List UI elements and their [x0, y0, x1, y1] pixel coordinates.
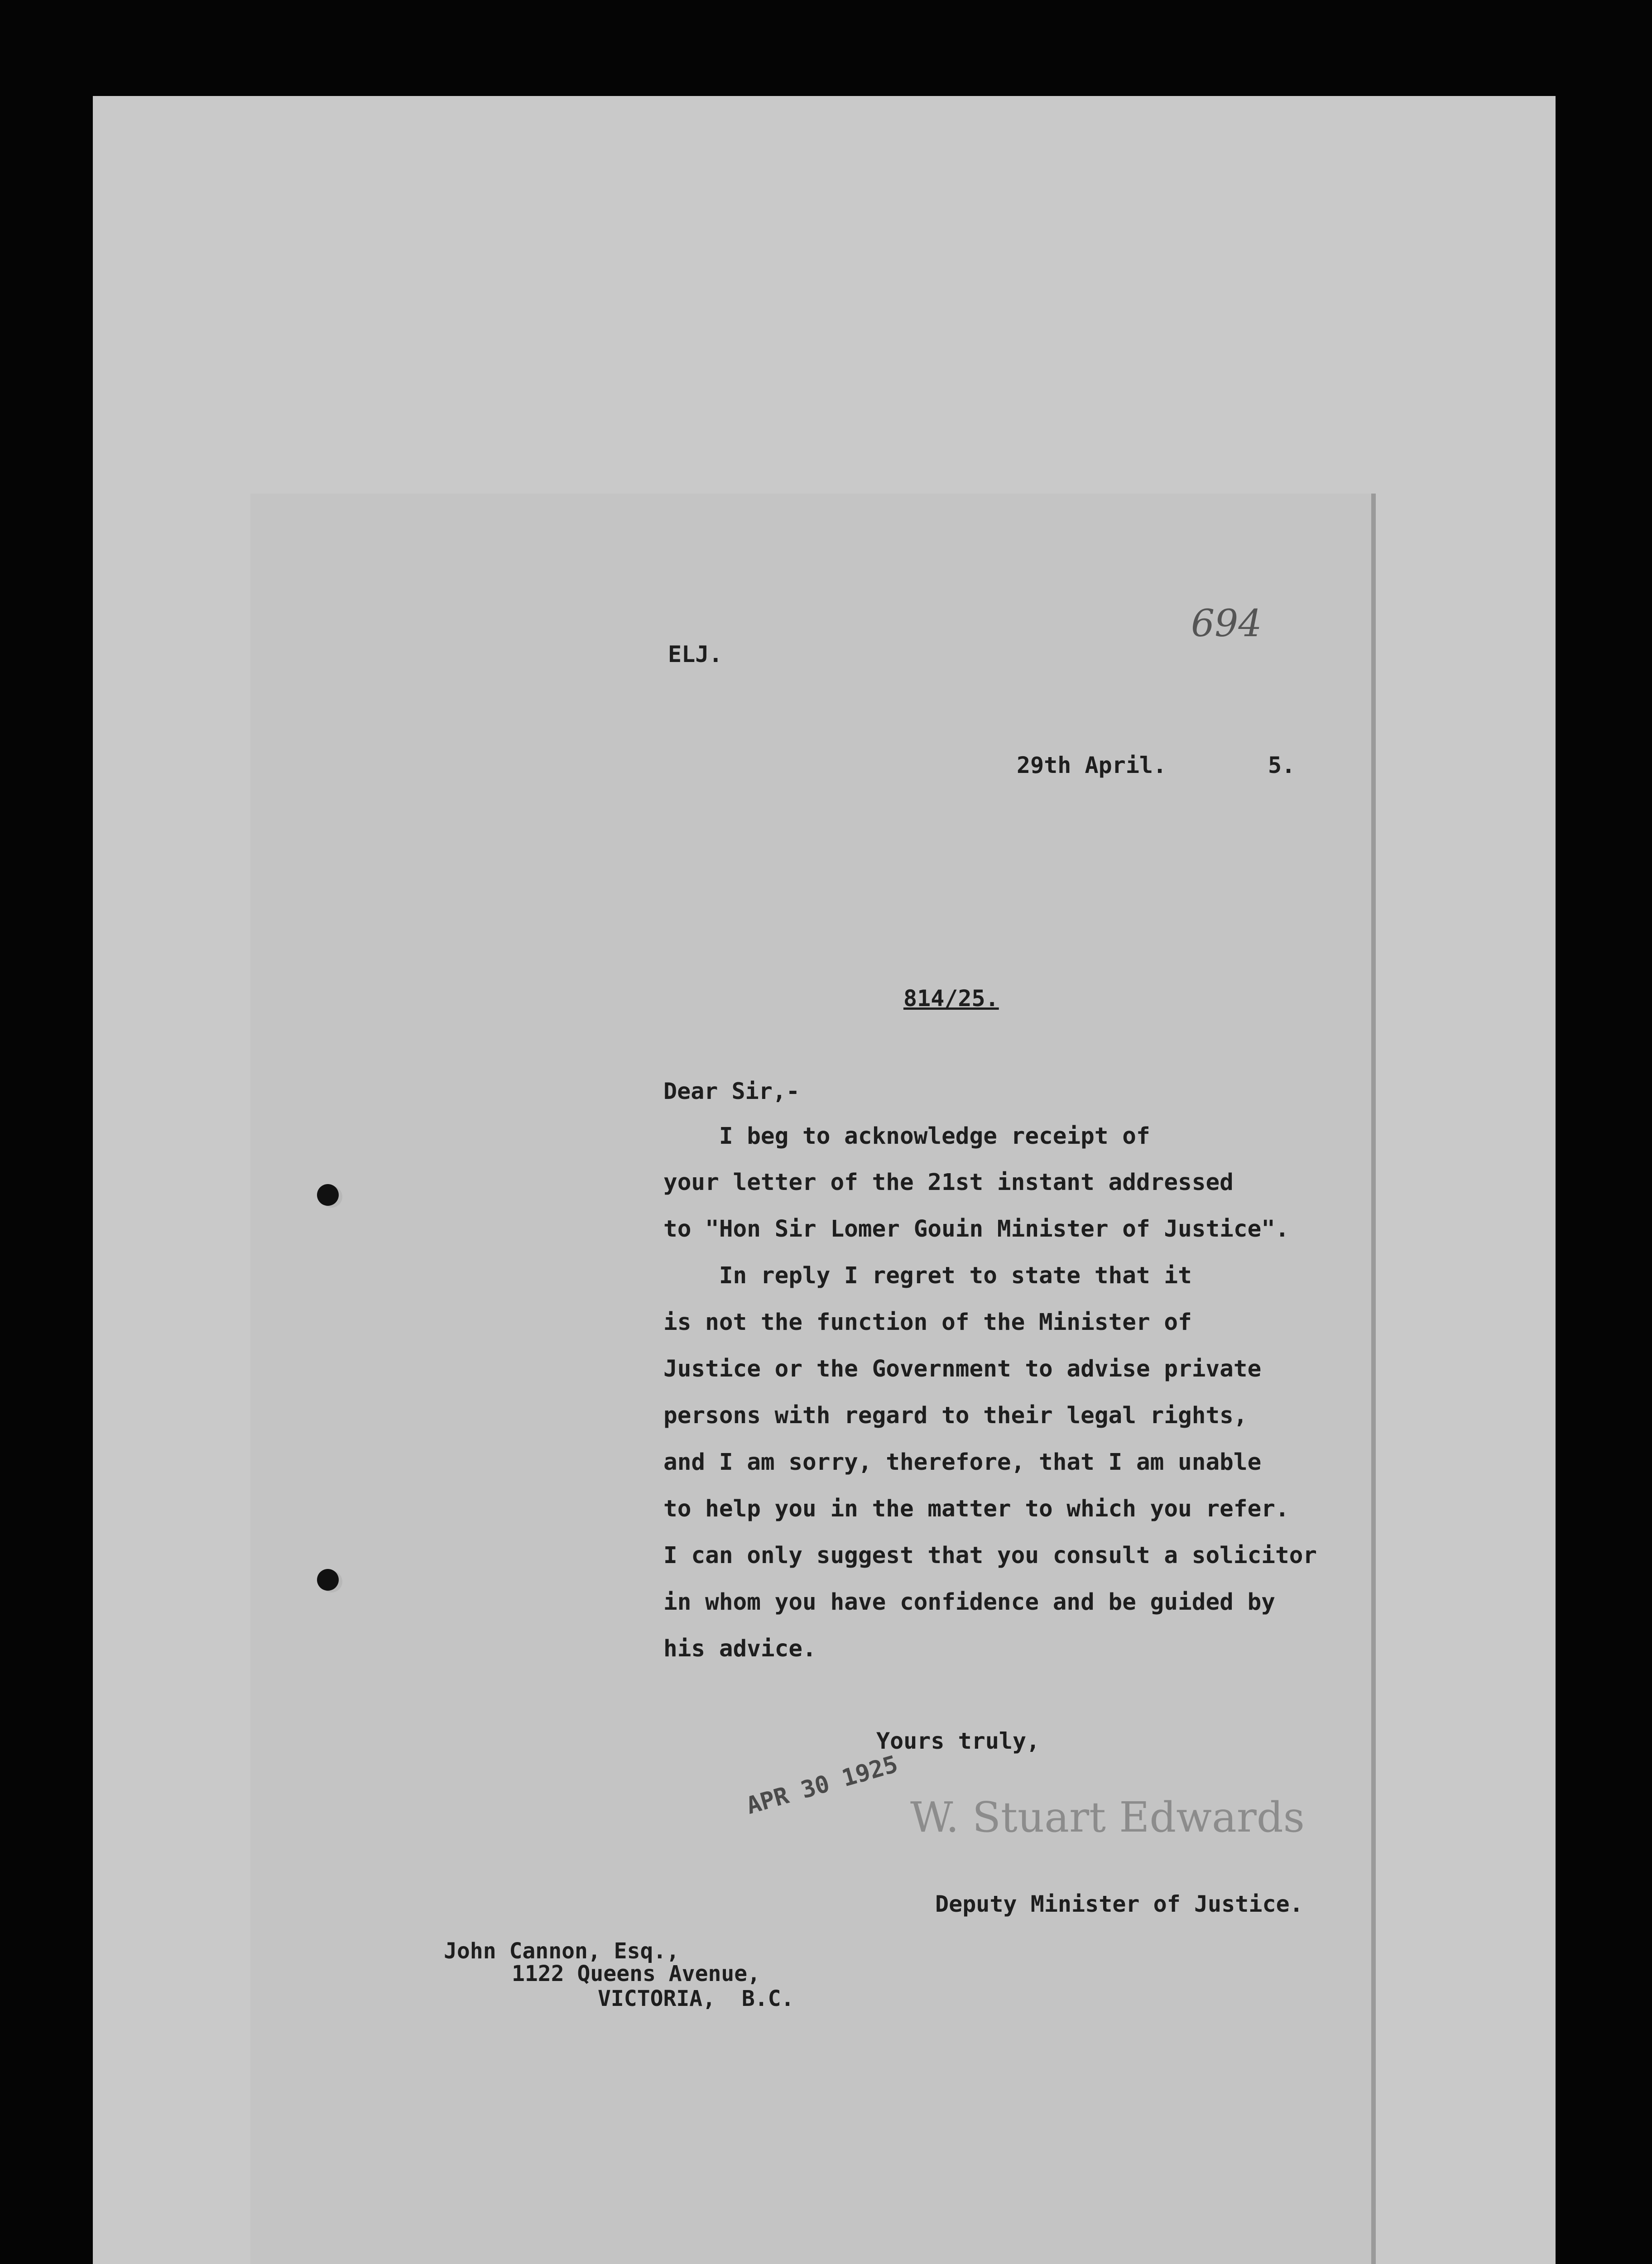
- reference-initials: ELJ.: [668, 641, 723, 667]
- recipient-name: John Cannon, Esq.,: [444, 1938, 680, 1964]
- signer-title: Deputy Minister of Justice.: [935, 1891, 1303, 1917]
- body-line: in whom you have confidence and be guided by: [663, 1589, 1276, 1616]
- recipient-city: VICTORIA, B.C.: [598, 1986, 794, 2011]
- date-stamp: APR 30 1925: [743, 1751, 901, 1820]
- year-digit: 5.: [1268, 752, 1296, 778]
- body-line: and I am sorry, therefore, that I am unable: [663, 1449, 1262, 1476]
- body-line: In reply I regret to state that it: [663, 1262, 1192, 1289]
- signature: W. Stuart Edwards: [910, 1793, 1305, 1842]
- body-line: I can only suggest that you consult a solicitor: [663, 1542, 1317, 1569]
- salutation: Dear Sir,-: [663, 1078, 800, 1104]
- letter-date: 29th April.: [1017, 752, 1167, 778]
- body-line: persons with regard to their legal rights,: [663, 1402, 1248, 1429]
- page-number: 694: [1191, 602, 1262, 645]
- body-line: is not the function of the Minister of: [663, 1309, 1192, 1336]
- body-line: Justice or the Government to advise private: [663, 1356, 1262, 1382]
- recipient-street: 1122 Queens Avenue,: [512, 1961, 761, 1986]
- body-line: your letter of the 21st instant addressed: [663, 1169, 1234, 1196]
- body-line: to help you in the matter to which you refer.: [663, 1496, 1289, 1522]
- file-number: 814/25.: [903, 985, 999, 1012]
- punch-hole-icon: [317, 1569, 339, 1591]
- body-line: I beg to acknowledge receipt of: [663, 1123, 1150, 1150]
- body-line: to "Hon Sir Lomer Gouin Minister of Justice".: [663, 1216, 1289, 1242]
- body-line: his advice.: [663, 1636, 816, 1662]
- closing: Yours truly,: [876, 1728, 1040, 1754]
- punch-hole-icon: [317, 1184, 339, 1206]
